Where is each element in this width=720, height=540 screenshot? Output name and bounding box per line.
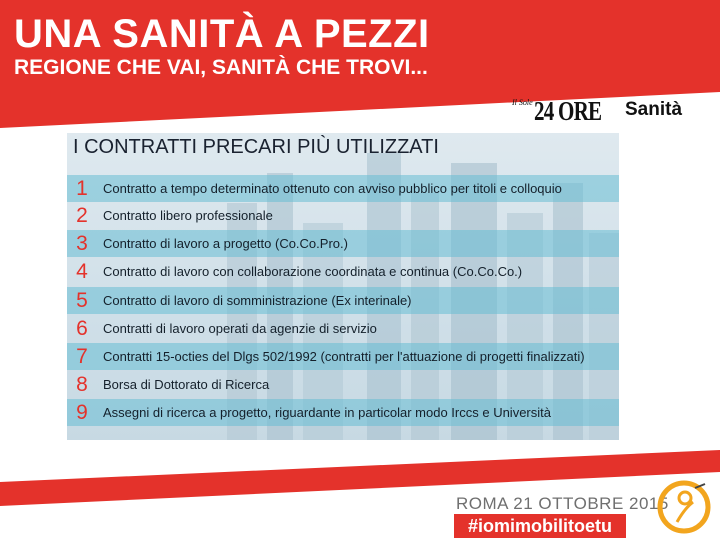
- hashtag-badge: #iomimobilitoetu: [454, 514, 626, 538]
- table-row: [67, 343, 619, 370]
- logo-section: Sanità: [625, 99, 683, 120]
- row-number: 2: [76, 204, 88, 227]
- table-row: [67, 399, 619, 426]
- row-text: Contratti di lavoro operati da agenzie di servizio: [103, 321, 377, 336]
- table-row: [67, 230, 619, 257]
- row-text: Contratto a tempo determinato ottenuto con avviso pubblico per titoli e colloquio: [103, 181, 562, 196]
- row-number: 9: [76, 401, 88, 424]
- logo-brand: 24 ORE: [534, 96, 602, 126]
- table-row: [67, 175, 619, 202]
- event-date: ROMA 21 OTTOBRE 2015: [456, 494, 669, 513]
- page-subtitle: REGIONE CHE VAI, SANITÀ CHE TROVI...: [14, 56, 428, 79]
- row-number: 6: [76, 317, 88, 340]
- row-number: 4: [76, 260, 88, 283]
- row-text: Contratti 15-octies del Dlgs 502/1992 (contratti per l'attuazione di progetti finalizzati): [103, 349, 585, 364]
- row-number: 5: [76, 289, 88, 312]
- row-text: Contratto di lavoro con collaborazione coordinata e continua (Co.Co.Co.): [103, 264, 523, 279]
- page-title: UNA SANITÀ A PEZZI: [14, 12, 430, 56]
- campaign-logo-icon: [655, 478, 713, 536]
- table-row: [67, 287, 619, 314]
- table-title: I CONTRATTI PRECARI PIÙ UTILIZZATI: [73, 136, 439, 158]
- contracts-table: [67, 133, 619, 440]
- table-row: [67, 315, 619, 342]
- logo-prefix: Il Sole: [512, 98, 533, 107]
- sole24ore-sanita-logo: [512, 96, 712, 126]
- table-row: [67, 371, 619, 398]
- row-text: Contratto di lavoro di somministrazione (Ex interinale): [103, 293, 412, 308]
- row-number: 8: [76, 373, 88, 396]
- table-row: [67, 258, 619, 285]
- row-text: Contratto libero professionale: [103, 208, 273, 223]
- row-text: Assegni di ricerca a progetto, riguardante in particolar modo Irccs e Università: [103, 405, 551, 420]
- table-row: [67, 202, 619, 229]
- row-text: Contratto di lavoro a progetto (Co.Co.Pro.): [103, 236, 348, 251]
- row-number: 7: [76, 345, 88, 368]
- row-text: Borsa di Dottorato di Ricerca: [103, 377, 270, 392]
- row-number: 1: [76, 177, 88, 200]
- row-number: 3: [76, 232, 88, 255]
